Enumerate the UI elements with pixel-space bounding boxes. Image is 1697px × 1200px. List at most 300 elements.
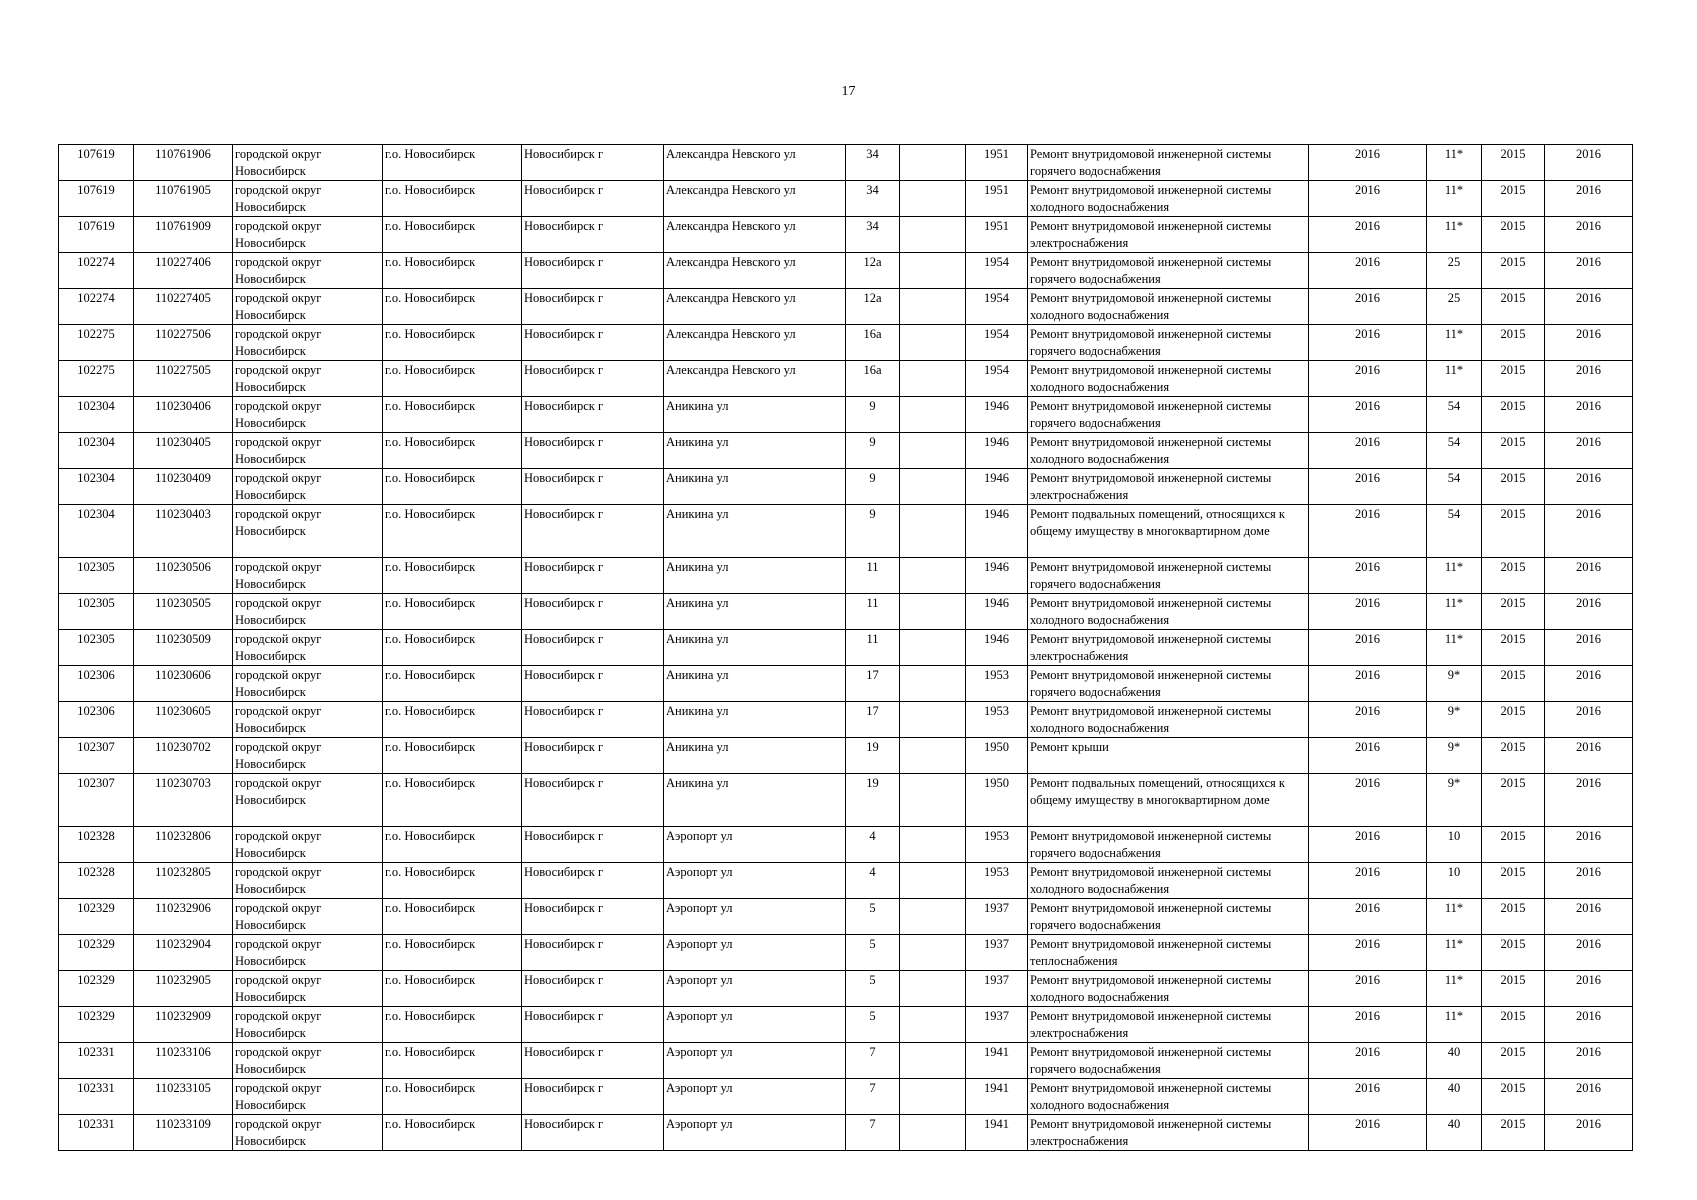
cell-year-built: 1946 xyxy=(966,469,1028,505)
cell-work-type: Ремонт внутридомовой инженерной системы электроснабжения xyxy=(1028,217,1309,253)
cell-year-start: 2015 xyxy=(1482,1115,1545,1151)
cell-city: Новосибирск г xyxy=(522,433,664,469)
cell-city: Новосибирск г xyxy=(522,1007,664,1043)
cell-house-number: 34 xyxy=(846,181,900,217)
cell-record-id: 102274 xyxy=(59,253,134,289)
cell-plan-year: 2016 xyxy=(1309,217,1427,253)
cell-municipality: городской округ Новосибирск xyxy=(233,253,383,289)
table-row xyxy=(59,666,1633,702)
cell-record-id: 102304 xyxy=(59,433,134,469)
table-row xyxy=(59,738,1633,774)
cell-district: г.о. Новосибирск xyxy=(383,1007,522,1043)
cell-year-end: 2016 xyxy=(1545,253,1633,289)
cell-street: Александра Невского ул xyxy=(664,289,846,325)
cell-year-start: 2015 xyxy=(1482,469,1545,505)
cell-work-type: Ремонт внутридомовой инженерной системы холодного водоснабжения xyxy=(1028,594,1309,630)
cell-building xyxy=(900,666,966,702)
table-row xyxy=(59,217,1633,253)
cell-plan-year: 2016 xyxy=(1309,935,1427,971)
cell-wear-percent: 25 xyxy=(1427,289,1482,325)
cell-district: г.о. Новосибирск xyxy=(383,397,522,433)
cell-record-id: 102306 xyxy=(59,702,134,738)
cell-year-end: 2016 xyxy=(1545,469,1633,505)
table-row xyxy=(59,827,1633,863)
cell-street: Аникина ул xyxy=(664,738,846,774)
cell-district: г.о. Новосибирск xyxy=(383,253,522,289)
cell-district: г.о. Новосибирск xyxy=(383,971,522,1007)
cell-work-id: 110230702 xyxy=(134,738,233,774)
cell-building xyxy=(900,181,966,217)
cell-municipality: городской округ Новосибирск xyxy=(233,935,383,971)
cell-building xyxy=(900,827,966,863)
cell-street: Аникина ул xyxy=(664,505,846,558)
cell-district: г.о. Новосибирск xyxy=(383,935,522,971)
cell-street: Аникина ул xyxy=(664,397,846,433)
cell-year-built: 1946 xyxy=(966,433,1028,469)
cell-record-id: 102305 xyxy=(59,594,134,630)
cell-work-type: Ремонт внутридомовой инженерной системы горячего водоснабжения xyxy=(1028,827,1309,863)
cell-year-end: 2016 xyxy=(1545,1007,1633,1043)
table-row xyxy=(59,971,1633,1007)
cell-municipality: городской округ Новосибирск xyxy=(233,594,383,630)
cell-building xyxy=(900,433,966,469)
cell-plan-year: 2016 xyxy=(1309,397,1427,433)
cell-work-type: Ремонт внутридомовой инженерной системы холодного водоснабжения xyxy=(1028,361,1309,397)
cell-plan-year: 2016 xyxy=(1309,899,1427,935)
cell-year-end: 2016 xyxy=(1545,558,1633,594)
cell-city: Новосибирск г xyxy=(522,325,664,361)
cell-year-end: 2016 xyxy=(1545,594,1633,630)
cell-district: г.о. Новосибирск xyxy=(383,1115,522,1151)
cell-year-start: 2015 xyxy=(1482,630,1545,666)
cell-year-start: 2015 xyxy=(1482,971,1545,1007)
cell-year-start: 2015 xyxy=(1482,325,1545,361)
cell-district: г.о. Новосибирск xyxy=(383,289,522,325)
cell-city: Новосибирск г xyxy=(522,397,664,433)
cell-street: Александра Невского ул xyxy=(664,361,846,397)
cell-wear-percent: 11* xyxy=(1427,971,1482,1007)
cell-year-built: 1941 xyxy=(966,1043,1028,1079)
cell-district: г.о. Новосибирск xyxy=(383,702,522,738)
cell-street: Аникина ул xyxy=(664,469,846,505)
cell-record-id: 102305 xyxy=(59,630,134,666)
cell-city: Новосибирск г xyxy=(522,558,664,594)
cell-year-built: 1951 xyxy=(966,145,1028,181)
cell-work-id: 110227506 xyxy=(134,325,233,361)
cell-building xyxy=(900,863,966,899)
cell-work-id: 110227406 xyxy=(134,253,233,289)
table-row xyxy=(59,702,1633,738)
cell-municipality: городской округ Новосибирск xyxy=(233,181,383,217)
cell-year-end: 2016 xyxy=(1545,145,1633,181)
cell-wear-percent: 9* xyxy=(1427,666,1482,702)
cell-work-id: 110227505 xyxy=(134,361,233,397)
cell-house-number: 9 xyxy=(846,397,900,433)
cell-city: Новосибирск г xyxy=(522,1115,664,1151)
cell-year-end: 2016 xyxy=(1545,1043,1633,1079)
cell-house-number: 19 xyxy=(846,738,900,774)
cell-record-id: 102328 xyxy=(59,863,134,899)
cell-district: г.о. Новосибирск xyxy=(383,505,522,558)
cell-work-id: 110230703 xyxy=(134,774,233,827)
cell-district: г.о. Новосибирск xyxy=(383,1043,522,1079)
cell-district: г.о. Новосибирск xyxy=(383,433,522,469)
cell-year-start: 2015 xyxy=(1482,935,1545,971)
cell-record-id: 107619 xyxy=(59,181,134,217)
cell-work-id: 110233109 xyxy=(134,1115,233,1151)
cell-work-id: 110761909 xyxy=(134,217,233,253)
cell-year-start: 2015 xyxy=(1482,702,1545,738)
cell-city: Новосибирск г xyxy=(522,145,664,181)
cell-work-id: 110233106 xyxy=(134,1043,233,1079)
cell-work-type: Ремонт внутридомовой инженерной системы теплоснабжения xyxy=(1028,935,1309,971)
cell-wear-percent: 10 xyxy=(1427,827,1482,863)
cell-plan-year: 2016 xyxy=(1309,325,1427,361)
cell-district: г.о. Новосибирск xyxy=(383,361,522,397)
cell-year-start: 2015 xyxy=(1482,505,1545,558)
cell-year-built: 1946 xyxy=(966,397,1028,433)
cell-year-built: 1954 xyxy=(966,325,1028,361)
cell-year-end: 2016 xyxy=(1545,863,1633,899)
cell-house-number: 7 xyxy=(846,1043,900,1079)
cell-year-built: 1953 xyxy=(966,666,1028,702)
cell-year-start: 2015 xyxy=(1482,827,1545,863)
cell-house-number: 16а xyxy=(846,361,900,397)
cell-street: Аэропорт ул xyxy=(664,1043,846,1079)
cell-street: Александра Невского ул xyxy=(664,325,846,361)
table-row xyxy=(59,505,1633,558)
cell-wear-percent: 25 xyxy=(1427,253,1482,289)
cell-work-type: Ремонт внутридомовой инженерной системы холодного водоснабжения xyxy=(1028,433,1309,469)
cell-district: г.о. Новосибирск xyxy=(383,774,522,827)
cell-street: Александра Невского ул xyxy=(664,217,846,253)
cell-year-end: 2016 xyxy=(1545,397,1633,433)
cell-city: Новосибирск г xyxy=(522,594,664,630)
cell-work-type: Ремонт крыши xyxy=(1028,738,1309,774)
cell-year-start: 2015 xyxy=(1482,433,1545,469)
cell-street: Александра Невского ул xyxy=(664,145,846,181)
cell-year-built: 1946 xyxy=(966,594,1028,630)
cell-municipality: городской округ Новосибирск xyxy=(233,325,383,361)
cell-year-built: 1946 xyxy=(966,505,1028,558)
cell-year-start: 2015 xyxy=(1482,1043,1545,1079)
cell-house-number: 11 xyxy=(846,558,900,594)
cell-municipality: городской округ Новосибирск xyxy=(233,558,383,594)
cell-municipality: городской округ Новосибирск xyxy=(233,971,383,1007)
cell-street: Аэропорт ул xyxy=(664,863,846,899)
cell-district: г.о. Новосибирск xyxy=(383,181,522,217)
cell-city: Новосибирск г xyxy=(522,899,664,935)
cell-wear-percent: 40 xyxy=(1427,1043,1482,1079)
cell-year-end: 2016 xyxy=(1545,217,1633,253)
cell-district: г.о. Новосибирск xyxy=(383,738,522,774)
cell-plan-year: 2016 xyxy=(1309,181,1427,217)
cell-year-end: 2016 xyxy=(1545,505,1633,558)
cell-year-built: 1950 xyxy=(966,738,1028,774)
cell-street: Александра Невского ул xyxy=(664,253,846,289)
cell-year-built: 1937 xyxy=(966,935,1028,971)
cell-year-start: 2015 xyxy=(1482,145,1545,181)
cell-plan-year: 2016 xyxy=(1309,1043,1427,1079)
cell-work-type: Ремонт внутридомовой инженерной системы электроснабжения xyxy=(1028,630,1309,666)
cell-house-number: 7 xyxy=(846,1079,900,1115)
cell-year-end: 2016 xyxy=(1545,1115,1633,1151)
cell-year-built: 1941 xyxy=(966,1079,1028,1115)
table-row xyxy=(59,1043,1633,1079)
cell-building xyxy=(900,702,966,738)
cell-year-end: 2016 xyxy=(1545,666,1633,702)
table-row xyxy=(59,289,1633,325)
cell-street: Аэропорт ул xyxy=(664,1079,846,1115)
cell-work-type: Ремонт внутридомовой инженерной системы холодного водоснабжения xyxy=(1028,181,1309,217)
cell-wear-percent: 54 xyxy=(1427,469,1482,505)
cell-work-id: 110230505 xyxy=(134,594,233,630)
cell-year-end: 2016 xyxy=(1545,630,1633,666)
cell-building xyxy=(900,1115,966,1151)
cell-year-end: 2016 xyxy=(1545,774,1633,827)
cell-record-id: 102306 xyxy=(59,666,134,702)
table-row xyxy=(59,253,1633,289)
cell-record-id: 102305 xyxy=(59,558,134,594)
cell-building xyxy=(900,217,966,253)
cell-year-start: 2015 xyxy=(1482,217,1545,253)
cell-plan-year: 2016 xyxy=(1309,594,1427,630)
cell-building xyxy=(900,738,966,774)
cell-record-id: 107619 xyxy=(59,145,134,181)
cell-year-end: 2016 xyxy=(1545,289,1633,325)
cell-district: г.о. Новосибирск xyxy=(383,217,522,253)
cell-street: Аэропорт ул xyxy=(664,899,846,935)
cell-city: Новосибирск г xyxy=(522,217,664,253)
cell-district: г.о. Новосибирск xyxy=(383,1079,522,1115)
cell-building xyxy=(900,469,966,505)
cell-plan-year: 2016 xyxy=(1309,1079,1427,1115)
cell-wear-percent: 11* xyxy=(1427,145,1482,181)
cell-municipality: городской округ Новосибирск xyxy=(233,1079,383,1115)
cell-house-number: 5 xyxy=(846,935,900,971)
cell-work-type: Ремонт внутридомовой инженерной системы горячего водоснабжения xyxy=(1028,558,1309,594)
cell-municipality: городской округ Новосибирск xyxy=(233,469,383,505)
cell-record-id: 102307 xyxy=(59,774,134,827)
cell-work-type: Ремонт внутридомовой инженерной системы холодного водоснабжения xyxy=(1028,863,1309,899)
cell-street: Александра Невского ул xyxy=(664,181,846,217)
cell-municipality: городской округ Новосибирск xyxy=(233,505,383,558)
cell-year-built: 1951 xyxy=(966,217,1028,253)
cell-year-start: 2015 xyxy=(1482,558,1545,594)
cell-record-id: 102304 xyxy=(59,469,134,505)
cell-work-id: 110230509 xyxy=(134,630,233,666)
cell-plan-year: 2016 xyxy=(1309,1115,1427,1151)
cell-city: Новосибирск г xyxy=(522,181,664,217)
cell-house-number: 7 xyxy=(846,1115,900,1151)
cell-house-number: 16а xyxy=(846,325,900,361)
cell-building xyxy=(900,935,966,971)
cell-plan-year: 2016 xyxy=(1309,738,1427,774)
cell-plan-year: 2016 xyxy=(1309,666,1427,702)
cell-record-id: 102331 xyxy=(59,1115,134,1151)
cell-record-id: 102328 xyxy=(59,827,134,863)
cell-year-built: 1954 xyxy=(966,253,1028,289)
cell-record-id: 102275 xyxy=(59,361,134,397)
cell-building xyxy=(900,397,966,433)
table-row xyxy=(59,630,1633,666)
cell-city: Новосибирск г xyxy=(522,361,664,397)
cell-house-number: 19 xyxy=(846,774,900,827)
cell-year-end: 2016 xyxy=(1545,738,1633,774)
cell-year-built: 1951 xyxy=(966,181,1028,217)
cell-year-start: 2015 xyxy=(1482,774,1545,827)
cell-street: Аэропорт ул xyxy=(664,935,846,971)
cell-wear-percent: 9* xyxy=(1427,738,1482,774)
table-row xyxy=(59,181,1633,217)
table-row xyxy=(59,469,1633,505)
cell-building xyxy=(900,361,966,397)
cell-municipality: городской округ Новосибирск xyxy=(233,702,383,738)
cell-wear-percent: 11* xyxy=(1427,217,1482,253)
cell-building xyxy=(900,325,966,361)
cell-year-start: 2015 xyxy=(1482,863,1545,899)
cell-plan-year: 2016 xyxy=(1309,505,1427,558)
cell-year-built: 1953 xyxy=(966,702,1028,738)
cell-plan-year: 2016 xyxy=(1309,433,1427,469)
cell-street: Аникина ул xyxy=(664,558,846,594)
cell-city: Новосибирск г xyxy=(522,505,664,558)
cell-wear-percent: 40 xyxy=(1427,1115,1482,1151)
cell-work-id: 110230405 xyxy=(134,433,233,469)
cell-street: Аникина ул xyxy=(664,702,846,738)
cell-year-end: 2016 xyxy=(1545,433,1633,469)
cell-city: Новосибирск г xyxy=(522,774,664,827)
cell-plan-year: 2016 xyxy=(1309,971,1427,1007)
cell-street: Аникина ул xyxy=(664,594,846,630)
cell-street: Аникина ул xyxy=(664,630,846,666)
cell-plan-year: 2016 xyxy=(1309,863,1427,899)
cell-house-number: 17 xyxy=(846,666,900,702)
cell-plan-year: 2016 xyxy=(1309,702,1427,738)
cell-work-type: Ремонт внутридомовой инженерной системы электроснабжения xyxy=(1028,1115,1309,1151)
cell-wear-percent: 11* xyxy=(1427,899,1482,935)
cell-municipality: городской округ Новосибирск xyxy=(233,774,383,827)
cell-plan-year: 2016 xyxy=(1309,361,1427,397)
cell-house-number: 34 xyxy=(846,145,900,181)
cell-year-start: 2015 xyxy=(1482,666,1545,702)
cell-work-type: Ремонт внутридомовой инженерной системы холодного водоснабжения xyxy=(1028,702,1309,738)
cell-municipality: городской округ Новосибирск xyxy=(233,630,383,666)
cell-year-end: 2016 xyxy=(1545,702,1633,738)
cell-work-type: Ремонт внутридомовой инженерной системы горячего водоснабжения xyxy=(1028,666,1309,702)
cell-year-built: 1946 xyxy=(966,558,1028,594)
cell-year-start: 2015 xyxy=(1482,594,1545,630)
cell-house-number: 12а xyxy=(846,289,900,325)
cell-work-id: 110230606 xyxy=(134,666,233,702)
cell-street: Аэропорт ул xyxy=(664,827,846,863)
cell-work-id: 110232805 xyxy=(134,863,233,899)
cell-street: Аэропорт ул xyxy=(664,1115,846,1151)
cell-year-built: 1950 xyxy=(966,774,1028,827)
cell-building xyxy=(900,594,966,630)
cell-building xyxy=(900,253,966,289)
table-row xyxy=(59,145,1633,181)
cell-house-number: 12а xyxy=(846,253,900,289)
cell-street: Аникина ул xyxy=(664,774,846,827)
cell-year-start: 2015 xyxy=(1482,289,1545,325)
cell-city: Новосибирск г xyxy=(522,935,664,971)
cell-district: г.о. Новосибирск xyxy=(383,558,522,594)
cell-house-number: 4 xyxy=(846,863,900,899)
cell-wear-percent: 11* xyxy=(1427,630,1482,666)
cell-municipality: городской округ Новосибирск xyxy=(233,289,383,325)
cell-municipality: городской округ Новосибирск xyxy=(233,827,383,863)
cell-record-id: 102329 xyxy=(59,971,134,1007)
cell-municipality: городской округ Новосибирск xyxy=(233,361,383,397)
cell-record-id: 102331 xyxy=(59,1043,134,1079)
cell-work-type: Ремонт внутридомовой инженерной системы электроснабжения xyxy=(1028,469,1309,505)
table-row xyxy=(59,863,1633,899)
cell-plan-year: 2016 xyxy=(1309,289,1427,325)
cell-street: Аникина ул xyxy=(664,666,846,702)
cell-city: Новосибирск г xyxy=(522,827,664,863)
cell-year-end: 2016 xyxy=(1545,899,1633,935)
repair-schedule-table xyxy=(58,144,1633,1151)
cell-municipality: городской округ Новосибирск xyxy=(233,738,383,774)
cell-wear-percent: 11* xyxy=(1427,181,1482,217)
cell-work-type: Ремонт внутридомовой инженерной системы горячего водоснабжения xyxy=(1028,253,1309,289)
cell-house-number: 5 xyxy=(846,1007,900,1043)
cell-work-id: 110232909 xyxy=(134,1007,233,1043)
cell-record-id: 102304 xyxy=(59,397,134,433)
cell-district: г.о. Новосибирск xyxy=(383,145,522,181)
cell-work-type: Ремонт внутридомовой инженерной системы горячего водоснабжения xyxy=(1028,899,1309,935)
cell-record-id: 102331 xyxy=(59,1079,134,1115)
table-body xyxy=(59,145,1633,1151)
cell-year-start: 2015 xyxy=(1482,181,1545,217)
cell-building xyxy=(900,971,966,1007)
cell-year-built: 1953 xyxy=(966,827,1028,863)
cell-wear-percent: 11* xyxy=(1427,1007,1482,1043)
cell-work-id: 110233105 xyxy=(134,1079,233,1115)
cell-municipality: городской округ Новосибирск xyxy=(233,145,383,181)
page-number: 17 xyxy=(841,84,856,99)
cell-work-type: Ремонт внутридомовой инженерной системы холодного водоснабжения xyxy=(1028,1079,1309,1115)
cell-work-type: Ремонт подвальных помещений, относящихся к общему имуществу в многоквартирном доме xyxy=(1028,505,1309,558)
cell-work-id: 110230403 xyxy=(134,505,233,558)
cell-year-end: 2016 xyxy=(1545,1079,1633,1115)
cell-wear-percent: 11* xyxy=(1427,558,1482,594)
cell-plan-year: 2016 xyxy=(1309,827,1427,863)
cell-house-number: 9 xyxy=(846,505,900,558)
cell-district: г.о. Новосибирск xyxy=(383,469,522,505)
cell-work-id: 110232906 xyxy=(134,899,233,935)
cell-municipality: городской округ Новосибирск xyxy=(233,1043,383,1079)
cell-district: г.о. Новосибирск xyxy=(383,630,522,666)
cell-city: Новосибирск г xyxy=(522,630,664,666)
table-row xyxy=(59,397,1633,433)
cell-work-type: Ремонт внутридомовой инженерной системы электроснабжения xyxy=(1028,1007,1309,1043)
cell-wear-percent: 40 xyxy=(1427,1079,1482,1115)
cell-year-built: 1937 xyxy=(966,971,1028,1007)
cell-year-built: 1937 xyxy=(966,1007,1028,1043)
table-row xyxy=(59,935,1633,971)
cell-building xyxy=(900,1007,966,1043)
cell-municipality: городской округ Новосибирск xyxy=(233,666,383,702)
cell-year-end: 2016 xyxy=(1545,935,1633,971)
cell-year-built: 1937 xyxy=(966,899,1028,935)
cell-plan-year: 2016 xyxy=(1309,253,1427,289)
table-row xyxy=(59,1007,1633,1043)
cell-district: г.о. Новосибирск xyxy=(383,863,522,899)
cell-house-number: 17 xyxy=(846,702,900,738)
cell-work-type: Ремонт внутридомовой инженерной системы горячего водоснабжения xyxy=(1028,325,1309,361)
